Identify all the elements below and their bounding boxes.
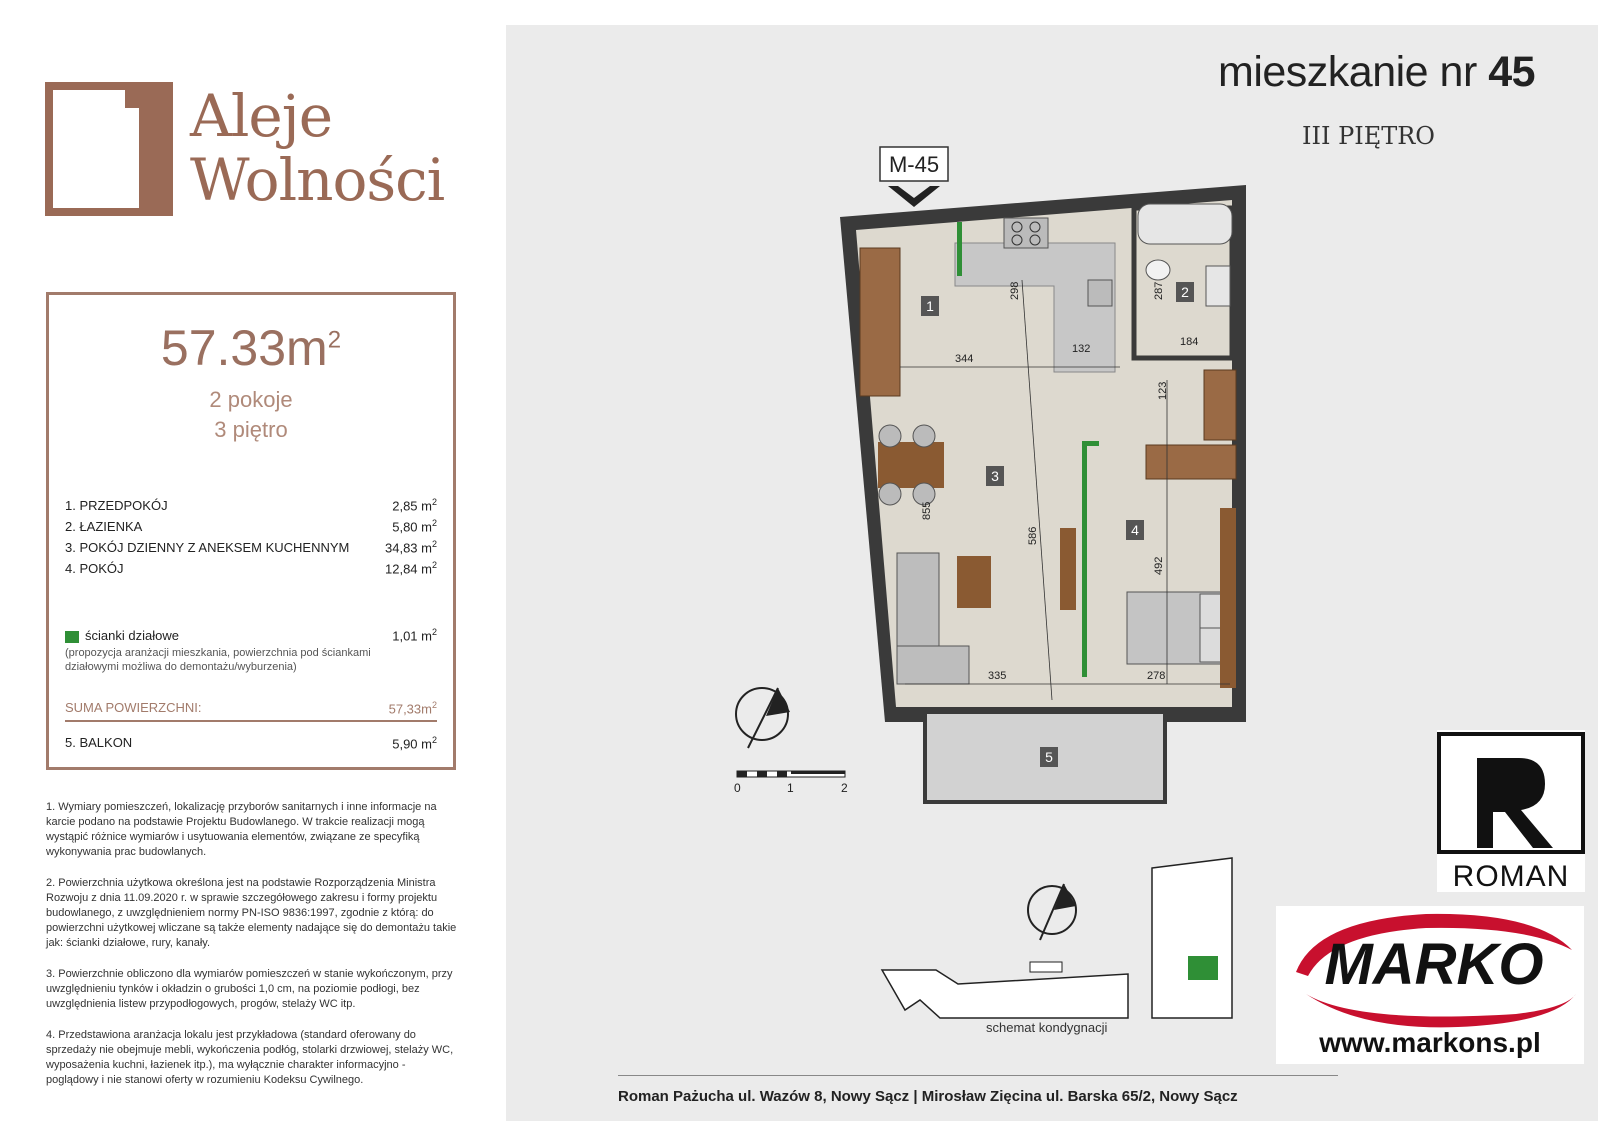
floor-scheme-label: schemat kondygnacji bbox=[986, 1020, 1108, 1035]
room-number: 2 bbox=[1181, 284, 1189, 300]
room-name: 3. POKÓJ DZIENNY Z ANEKSEM KUCHENNYM bbox=[65, 540, 350, 555]
stove-icon bbox=[1004, 218, 1048, 248]
brand-line-2: Wolności bbox=[190, 146, 445, 214]
roman-logo-text: ROMAN bbox=[1452, 860, 1570, 892]
scheme-apartment-highlight bbox=[1188, 956, 1218, 980]
room-name: 4. POKÓJ bbox=[65, 561, 124, 576]
bedroom-wardrobe bbox=[1146, 445, 1236, 479]
room-name: 2. ŁAZIENKA bbox=[65, 519, 143, 534]
sink-icon bbox=[1088, 280, 1112, 306]
balcony-label: 5. BALKON bbox=[65, 735, 133, 750]
room-name: 1. PRZEDPOKÓJ bbox=[65, 498, 168, 513]
note-4: 4. Przedstawiona aranżacja lokalu jest przykładowa (standard oferowany do sprzedaży nie obejmuje mebli, wykończenia podłóg, stolarki drzwiowej, stelaży WC, wyposażenia kuchni, łazienek itp.), ma wyłącznie charakter informacyjno - poglądowy i nie stanowi oferty w rozumieniu Kodeksu Cywilnego. bbox=[46, 1029, 454, 1086]
rooms-count: 2 pokoje bbox=[209, 387, 293, 412]
dimension-label: 184 bbox=[1180, 336, 1199, 348]
dimension-label: 492 bbox=[1153, 556, 1165, 575]
floor-label: III PIĘTRO bbox=[1302, 122, 1435, 150]
area-sum-value: 57,33m bbox=[388, 701, 432, 717]
unit-sup: 2 bbox=[431, 700, 437, 710]
coffee-table bbox=[957, 556, 991, 608]
dimension-label: 586 bbox=[1027, 526, 1039, 545]
unit-sup: 2 bbox=[431, 735, 437, 745]
bathroom-sink-icon bbox=[1206, 266, 1230, 306]
note-2: 2. Powierzchnia użytkowa określona jest na podstawie Rozporządzenia Ministra Rozwoju z dnia 11.09.2020 r. w sprawie szczegółowego zakresu i formy projektu budowlanego, z uwzględnieniem normy PN-ISO 9836:1997, zgodnie z którą: do powierzchni użytkowej wliczane są także elementy nadające się do demontażu takie jak: ścianki działowe, rury, kanały. bbox=[46, 877, 457, 949]
marko-url: www.markons.pl bbox=[1319, 1027, 1541, 1058]
marko-logo-icon bbox=[1276, 906, 1584, 1064]
dimension-label: 298 bbox=[1009, 281, 1021, 300]
scale-label: 0 bbox=[734, 781, 741, 795]
area-sum-label: SUMA POWIERZCHNI: bbox=[65, 700, 202, 715]
hall-wardrobe bbox=[860, 248, 900, 396]
bathtub-icon bbox=[1138, 204, 1232, 244]
marko-logo bbox=[1276, 906, 1584, 1064]
roman-logo bbox=[1437, 730, 1585, 892]
unit-sup: 2 bbox=[431, 518, 437, 529]
balcony-area: 5,90 m bbox=[392, 736, 432, 752]
room-area: 12,84 m bbox=[385, 561, 432, 577]
floor-number: 3 piętro bbox=[214, 417, 288, 442]
dimension-label: 278 bbox=[1147, 670, 1166, 682]
scheme-compass-icon bbox=[1028, 884, 1076, 940]
unit-sup: 2 bbox=[431, 539, 437, 550]
partition-area: 1,01 m bbox=[392, 628, 432, 644]
scale-label: 2 bbox=[841, 781, 848, 795]
unit-sup: 2 bbox=[431, 627, 437, 638]
room-area: 2,85 m bbox=[392, 498, 432, 514]
note-3: 3. Powierzchnie obliczono dla wymiarów pomieszczeń w stanie wykończonym, przy uwzględnieniu tynków i okładzin o grubości 1,0 cm, na poziomie podłogi, bez uwzględnienia listew przypodłogowych, progów, stelaży WC itp. bbox=[46, 968, 453, 1010]
room-number: 3 bbox=[991, 468, 999, 484]
tv-stand bbox=[1060, 528, 1076, 610]
dimension-label: 287 bbox=[1153, 281, 1165, 300]
dimension-label: 855 bbox=[921, 501, 933, 520]
dimension-label: 123 bbox=[1157, 381, 1169, 400]
footer-divider bbox=[618, 1075, 1338, 1076]
floor-scheme bbox=[882, 858, 1232, 1018]
dimension-label: 344 bbox=[955, 353, 974, 365]
apartment-title-prefix: mieszkanie nr bbox=[1218, 48, 1477, 96]
brand-line-1: Aleje bbox=[190, 82, 333, 150]
partition-wall bbox=[957, 222, 962, 276]
footer-contact: Roman Pażucha ul. Wazów 8, Nowy Sącz | Mirosław Zięcina ul. Barska 65/2, Nowy Sącz bbox=[618, 1088, 1238, 1105]
room-number: 5 bbox=[1045, 749, 1053, 765]
room-area: 5,80 m bbox=[392, 519, 432, 535]
unit-sup: 2 bbox=[431, 560, 437, 571]
unit-tag: M-45 bbox=[888, 152, 940, 177]
north-compass-icon bbox=[736, 688, 790, 748]
partition-wall bbox=[1082, 441, 1087, 677]
note-1: 1. Wymiary pomieszczeń, lokalizację przyborów sanitarnych i inne informacje na karcie podano na podstawie Projektu Budowlanego. W trakcie realizacji mogą wystąpić różnice wymiarów i usytuowania elementów, związane ze specyfiką wykonywania prac budowlanych. bbox=[46, 801, 437, 858]
dimension-label: 132 bbox=[1072, 343, 1091, 355]
marko-logo-text: MARKO bbox=[1324, 932, 1544, 997]
total-area-value: 57.33m bbox=[160, 320, 328, 376]
partition-note: (propozycja aranżacji mieszkania, powierzchnia pod ściankami działowymi możliwa do demontażu/wyburzenia) bbox=[65, 647, 371, 673]
roman-logo-icon bbox=[1437, 730, 1585, 892]
room-number: 1 bbox=[926, 298, 934, 314]
dimension-label: 335 bbox=[988, 670, 1007, 682]
partition-wall bbox=[1087, 441, 1099, 446]
total-area-unit-sup: 2 bbox=[327, 326, 342, 354]
scale-label: 1 bbox=[787, 781, 794, 795]
dining-table bbox=[878, 442, 944, 488]
room-number: 4 bbox=[1131, 522, 1139, 538]
room-wardrobe bbox=[1204, 370, 1236, 440]
unit-sup: 2 bbox=[431, 497, 437, 508]
bedside-table bbox=[1220, 508, 1236, 688]
room-area: 34,83 m bbox=[385, 540, 432, 556]
toilet-icon bbox=[1146, 260, 1170, 280]
apartment-number: 45 bbox=[1488, 48, 1536, 96]
partition-label: ścianki działowe bbox=[85, 628, 179, 643]
scale-bar bbox=[737, 771, 845, 777]
